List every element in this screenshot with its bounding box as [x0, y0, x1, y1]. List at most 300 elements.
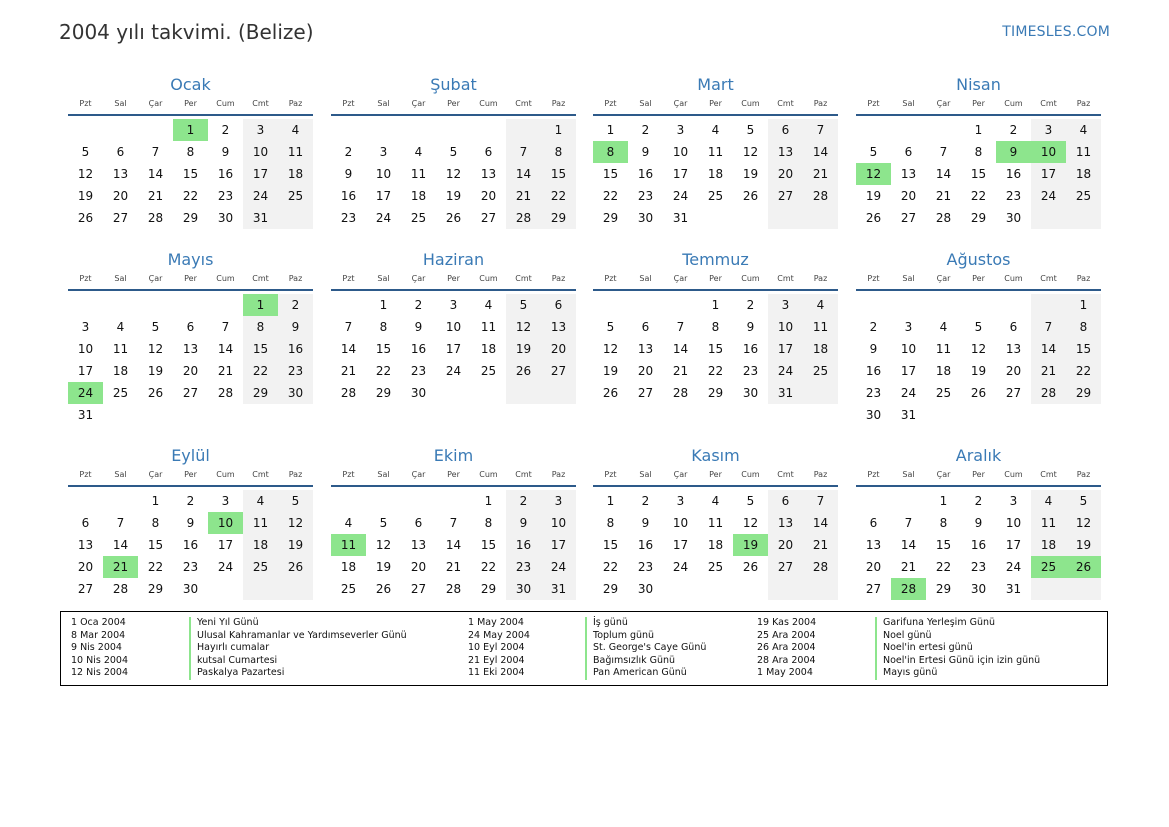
- day-cell: 21: [217, 364, 234, 378]
- day-cell: 12: [278, 512, 313, 534]
- day-cell: 13: [900, 167, 917, 181]
- empty-cell: [733, 207, 768, 229]
- empty-cell: [103, 490, 138, 512]
- day-cell: 20: [182, 364, 199, 378]
- weekday-label: Çar: [411, 470, 426, 479]
- site-link[interactable]: TIMESLES.COM: [1002, 24, 1110, 40]
- weekday-label: Çar: [148, 470, 163, 479]
- day-cell: 30: [865, 408, 882, 422]
- day-cell: 11: [707, 145, 724, 159]
- day-cell: 28: [147, 211, 164, 225]
- day-cell: 27: [480, 211, 497, 225]
- day-cell: 3: [379, 145, 388, 159]
- day-cell: 7: [344, 320, 353, 334]
- weekday-header: [593, 271, 838, 291]
- holiday-date: 1 May 2004: [757, 667, 813, 678]
- holiday-date: 1 May 2004: [468, 617, 524, 628]
- day-cell: 9: [414, 320, 423, 334]
- day-cell: 16: [182, 538, 199, 552]
- weekday-label: Paz: [551, 99, 566, 108]
- day-cell: 30: [970, 582, 987, 596]
- day-cell: 8: [606, 516, 615, 530]
- day-cell: 17: [672, 167, 689, 181]
- holiday-name: Ulusal Kahramanlar ve Yardımseverler Günü: [189, 630, 407, 643]
- day-cell: 16: [637, 538, 654, 552]
- day-cell: 19: [278, 534, 313, 556]
- weekday-label: Per: [184, 274, 197, 283]
- day-cell: 20: [637, 364, 654, 378]
- day-cell: 3: [449, 298, 458, 312]
- day-cell: 14: [112, 538, 129, 552]
- day-cell: 18: [243, 534, 278, 556]
- day-cell: 12: [77, 167, 94, 181]
- day-cell: 28: [672, 386, 689, 400]
- month-4: [856, 74, 1101, 229]
- day-cell: 19: [970, 364, 987, 378]
- day-cell: 31: [672, 211, 689, 225]
- holiday-day-cell: 8: [593, 141, 628, 163]
- day-cell: 29: [182, 211, 199, 225]
- day-cell: 13: [541, 316, 576, 338]
- day-cell: 2: [506, 490, 541, 512]
- weekday-label: Çar: [673, 274, 688, 283]
- day-cell: 21: [935, 189, 952, 203]
- day-cell: 24: [1031, 185, 1066, 207]
- day-cell: 18: [480, 342, 497, 356]
- weekday-label: Çar: [673, 99, 688, 108]
- day-cell: 8: [243, 316, 278, 338]
- day-cell: 3: [243, 119, 278, 141]
- day-cell: 15: [147, 538, 164, 552]
- day-cell: 8: [1066, 316, 1101, 338]
- empty-cell: [663, 294, 698, 316]
- month-name: Ağustos: [946, 250, 1011, 269]
- day-cell: 9: [221, 145, 230, 159]
- day-cell: 20: [77, 560, 94, 574]
- day-cell: 26: [602, 386, 619, 400]
- holiday-name: Yeni Yıl Günü: [189, 617, 407, 630]
- day-cell: 17: [77, 364, 94, 378]
- day-cell: 17: [375, 189, 392, 203]
- page-title: 2004 yılı takvimi. (Belize): [59, 20, 314, 44]
- day-cell: 1: [939, 494, 948, 508]
- empty-cell: [278, 207, 313, 229]
- day-cell: 4: [1031, 490, 1066, 512]
- day-cell: 5: [746, 123, 755, 137]
- holiday-date: 10 Eyl 2004: [468, 642, 525, 653]
- weekday-label: Cum: [216, 99, 235, 108]
- weekday-header: [68, 467, 313, 487]
- day-cell: 20: [865, 560, 882, 574]
- day-cell: 27: [637, 386, 654, 400]
- day-cell: 7: [449, 516, 458, 530]
- day-cell: 21: [672, 364, 689, 378]
- empty-cell: [278, 578, 313, 600]
- weekday-label: Cum: [216, 470, 235, 479]
- day-cell: 10: [243, 141, 278, 163]
- weekday-label: Sal: [639, 470, 652, 479]
- day-cell: 29: [1066, 382, 1101, 404]
- weekday-label: Sal: [377, 274, 390, 283]
- day-cell: 28: [340, 386, 357, 400]
- day-cell: 21: [445, 560, 462, 574]
- day-cell: 23: [410, 364, 427, 378]
- weekday-label: Paz: [1076, 274, 1091, 283]
- day-cell: 26: [375, 582, 392, 596]
- weekday-label: Çar: [936, 470, 951, 479]
- day-cell: 26: [742, 560, 759, 574]
- day-cell: 16: [865, 364, 882, 378]
- day-cell: 19: [602, 364, 619, 378]
- holiday-name: Hayırlı cumalar: [189, 642, 407, 655]
- day-cell: 28: [445, 582, 462, 596]
- day-cell: 25: [480, 364, 497, 378]
- holiday-date: 19 Kas 2004: [757, 617, 817, 628]
- day-cell: 21: [340, 364, 357, 378]
- day-cell: 26: [445, 211, 462, 225]
- month-name: Ocak: [170, 75, 211, 94]
- day-cell: 29: [541, 207, 576, 229]
- day-cell: 31: [77, 408, 94, 422]
- month-name: Mart: [697, 75, 734, 94]
- weekday-label: Sal: [902, 99, 915, 108]
- day-cell: 22: [375, 364, 392, 378]
- day-cell: 20: [900, 189, 917, 203]
- weekday-label: Cmt: [515, 470, 532, 479]
- day-cell: 18: [935, 364, 952, 378]
- day-grid: [593, 294, 838, 404]
- holiday-day-cell: 25: [1031, 556, 1066, 578]
- day-cell: 25: [935, 386, 952, 400]
- day-cell: 14: [217, 342, 234, 356]
- day-cell: 8: [541, 141, 576, 163]
- day-cell: 6: [81, 516, 90, 530]
- day-cell: 2: [869, 320, 878, 334]
- day-cell: 12: [742, 516, 759, 530]
- weekday-label: Sal: [114, 99, 127, 108]
- weekday-label: Cmt: [252, 274, 269, 283]
- day-cell: 22: [541, 185, 576, 207]
- day-cell: 8: [379, 320, 388, 334]
- weekday-label: Per: [447, 274, 460, 283]
- day-cell: 11: [480, 320, 497, 334]
- empty-cell: [593, 294, 628, 316]
- day-cell: 29: [480, 582, 497, 596]
- weekday-label: Sal: [639, 274, 652, 283]
- weekday-label: Cmt: [1040, 470, 1057, 479]
- day-cell: 10: [445, 320, 462, 334]
- day-cell: 4: [243, 490, 278, 512]
- day-cell: 29: [707, 386, 724, 400]
- day-cell: 2: [974, 494, 983, 508]
- holiday-name: İş günü: [585, 617, 706, 630]
- day-cell: 26: [970, 386, 987, 400]
- holiday-name: St. George's Caye Günü: [585, 642, 706, 655]
- day-cell: 19: [77, 189, 94, 203]
- day-grid: [856, 119, 1101, 229]
- day-cell: 1: [541, 119, 576, 141]
- day-cell: 8: [939, 516, 948, 530]
- weekday-label: Per: [447, 99, 460, 108]
- day-cell: 22: [182, 189, 199, 203]
- day-cell: 3: [1009, 494, 1018, 508]
- weekday-label: Paz: [1076, 470, 1091, 479]
- day-cell: 28: [112, 582, 129, 596]
- holiday-name: Noel'in Ertesi Günü için izin günü: [875, 655, 1040, 668]
- day-cell: 2: [344, 145, 353, 159]
- day-cell: 4: [711, 123, 720, 137]
- day-cell: 19: [506, 338, 541, 360]
- day-cell: 27: [112, 211, 129, 225]
- day-cell: 6: [904, 145, 913, 159]
- weekday-label: Cum: [741, 99, 760, 108]
- weekday-label: Per: [709, 470, 722, 479]
- weekday-label: Pzt: [79, 274, 92, 283]
- day-cell: 29: [147, 582, 164, 596]
- weekday-label: Per: [709, 274, 722, 283]
- holiday-date: 8 Mar 2004: [71, 629, 126, 641]
- day-cell: 13: [480, 167, 497, 181]
- empty-cell: [471, 119, 506, 141]
- day-grid: [331, 119, 576, 229]
- empty-cell: [138, 294, 173, 316]
- day-cell: 14: [1031, 338, 1066, 360]
- empty-cell: [996, 294, 1031, 316]
- day-cell: 19: [445, 189, 462, 203]
- day-cell: 26: [77, 211, 94, 225]
- day-cell: 23: [637, 560, 654, 574]
- day-cell: 7: [904, 516, 913, 530]
- day-cell: 14: [506, 163, 541, 185]
- weekday-label: Sal: [902, 470, 915, 479]
- day-cell: 23: [182, 560, 199, 574]
- day-cell: 14: [147, 167, 164, 181]
- weekday-label: Paz: [551, 274, 566, 283]
- empty-cell: [506, 119, 541, 141]
- day-cell: 21: [147, 189, 164, 203]
- day-cell: 25: [243, 556, 278, 578]
- day-cell: 18: [278, 163, 313, 185]
- empty-cell: [506, 382, 541, 404]
- day-cell: 2: [746, 298, 755, 312]
- empty-cell: [138, 119, 173, 141]
- day-cell: 20: [1005, 364, 1022, 378]
- day-cell: 6: [186, 320, 195, 334]
- empty-cell: [436, 119, 471, 141]
- day-cell: 13: [637, 342, 654, 356]
- day-cell: 9: [746, 320, 755, 334]
- month-name: Kasım: [691, 446, 740, 465]
- day-cell: 27: [768, 556, 803, 578]
- day-cell: 25: [112, 386, 129, 400]
- weekday-label: Pzt: [867, 470, 880, 479]
- day-cell: 29: [602, 582, 619, 596]
- weekday-label: Paz: [288, 470, 303, 479]
- day-cell: 8: [711, 320, 720, 334]
- day-cell: 9: [974, 516, 983, 530]
- weekday-label: Cmt: [777, 470, 794, 479]
- day-cell: 10: [375, 167, 392, 181]
- empty-cell: [103, 119, 138, 141]
- day-cell: 6: [484, 145, 493, 159]
- empty-cell: [926, 119, 961, 141]
- holiday-date: 12 Nis 2004: [71, 667, 128, 678]
- day-cell: 30: [410, 386, 427, 400]
- day-cell: 18: [1066, 163, 1101, 185]
- day-cell: 5: [449, 145, 458, 159]
- day-cell: 15: [375, 342, 392, 356]
- day-cell: 7: [116, 516, 125, 530]
- day-cell: 9: [869, 342, 878, 356]
- weekday-label: Paz: [813, 99, 828, 108]
- holiday-day-cell: 10: [208, 512, 243, 534]
- day-grid: [593, 119, 838, 229]
- day-cell: 17: [900, 364, 917, 378]
- weekday-label: Çar: [411, 274, 426, 283]
- day-cell: 15: [243, 338, 278, 360]
- day-cell: 13: [182, 342, 199, 356]
- day-cell: 27: [541, 360, 576, 382]
- day-cell: 12: [970, 342, 987, 356]
- weekday-header: [331, 467, 576, 487]
- empty-cell: [628, 294, 663, 316]
- weekday-label: Cmt: [515, 99, 532, 108]
- weekday-label: Sal: [639, 99, 652, 108]
- day-cell: 3: [904, 320, 913, 334]
- empty-cell: [768, 578, 803, 600]
- empty-cell: [331, 119, 366, 141]
- day-cell: 30: [637, 211, 654, 225]
- day-cell: 13: [1005, 342, 1022, 356]
- day-cell: 14: [340, 342, 357, 356]
- month-10: [331, 445, 576, 600]
- day-cell: 23: [1005, 189, 1022, 203]
- day-cell: 20: [112, 189, 129, 203]
- weekday-label: Sal: [114, 470, 127, 479]
- day-cell: 28: [506, 207, 541, 229]
- empty-cell: [401, 490, 436, 512]
- month-2: [331, 74, 576, 229]
- day-cell: 21: [900, 560, 917, 574]
- day-cell: 3: [221, 494, 230, 508]
- holiday-name: Bağımsızlık Günü: [585, 655, 706, 668]
- day-cell: 5: [379, 516, 388, 530]
- day-cell: 22: [480, 560, 497, 574]
- weekday-label: Pzt: [604, 99, 617, 108]
- month-name: Nisan: [956, 75, 1001, 94]
- day-cell: 16: [970, 538, 987, 552]
- weekday-label: Cum: [1004, 99, 1023, 108]
- weekday-label: Cmt: [252, 99, 269, 108]
- empty-cell: [856, 119, 891, 141]
- empty-cell: [68, 490, 103, 512]
- month-name: Aralık: [955, 446, 1002, 465]
- month-7: [593, 249, 838, 404]
- day-cell: 31: [1005, 582, 1022, 596]
- day-cell: 14: [935, 167, 952, 181]
- day-grid: [68, 294, 313, 426]
- day-cell: 24: [1005, 560, 1022, 574]
- empty-cell: [856, 294, 891, 316]
- day-cell: 16: [217, 167, 234, 181]
- day-cell: 6: [768, 119, 803, 141]
- weekday-label: Paz: [288, 99, 303, 108]
- day-cell: 20: [768, 163, 803, 185]
- empty-cell: [401, 119, 436, 141]
- day-cell: 10: [768, 316, 803, 338]
- holiday-date: 28 Ara 2004: [757, 654, 816, 666]
- weekday-label: Pzt: [342, 470, 355, 479]
- day-cell: 28: [1031, 382, 1066, 404]
- day-cell: 25: [410, 211, 427, 225]
- empty-cell: [1031, 578, 1066, 600]
- day-cell: 22: [147, 560, 164, 574]
- day-cell: 25: [278, 185, 313, 207]
- weekday-label: Sal: [377, 470, 390, 479]
- day-cell: 16: [742, 342, 759, 356]
- month-name: Ekim: [433, 446, 474, 465]
- day-cell: 3: [768, 294, 803, 316]
- day-cell: 2: [641, 123, 650, 137]
- day-cell: 8: [484, 516, 493, 530]
- day-cell: 4: [344, 516, 353, 530]
- weekday-header: [68, 96, 313, 116]
- day-cell: 23: [278, 360, 313, 382]
- empty-cell: [471, 382, 506, 404]
- day-cell: 18: [803, 338, 838, 360]
- day-cell: 19: [865, 189, 882, 203]
- weekday-label: Sal: [902, 274, 915, 283]
- weekday-header: [593, 96, 838, 116]
- day-cell: 5: [746, 494, 755, 508]
- holiday-date: 26 Ara 2004: [757, 642, 816, 653]
- weekday-label: Cum: [479, 99, 498, 108]
- holiday-day-cell: 1: [243, 294, 278, 316]
- day-cell: 12: [506, 316, 541, 338]
- day-cell: 16: [410, 342, 427, 356]
- day-cell: 17: [672, 538, 689, 552]
- day-cell: 7: [939, 145, 948, 159]
- holiday-name: Noel günü: [875, 630, 1040, 643]
- day-cell: 29: [375, 386, 392, 400]
- day-cell: 14: [803, 141, 838, 163]
- weekday-label: Pzt: [604, 274, 617, 283]
- day-cell: 16: [637, 167, 654, 181]
- day-cell: 6: [869, 516, 878, 530]
- weekday-label: Cum: [741, 274, 760, 283]
- day-cell: 25: [803, 360, 838, 382]
- empty-cell: [856, 490, 891, 512]
- holiday-date-column: [71, 617, 128, 680]
- weekday-label: Paz: [813, 470, 828, 479]
- day-cell: 9: [186, 516, 195, 530]
- day-cell: 7: [1031, 316, 1066, 338]
- empty-cell: [208, 294, 243, 316]
- day-cell: 15: [602, 167, 619, 181]
- empty-cell: [733, 578, 768, 600]
- holiday-day-cell: 10: [1031, 141, 1066, 163]
- holiday-name-column: [189, 617, 407, 680]
- weekday-header: [856, 96, 1101, 116]
- day-cell: 17: [445, 342, 462, 356]
- weekday-label: Pzt: [79, 470, 92, 479]
- day-cell: 19: [147, 364, 164, 378]
- empty-cell: [68, 294, 103, 316]
- day-cell: 24: [375, 211, 392, 225]
- day-cell: 6: [1009, 320, 1018, 334]
- empty-cell: [173, 294, 208, 316]
- day-cell: 4: [116, 320, 125, 334]
